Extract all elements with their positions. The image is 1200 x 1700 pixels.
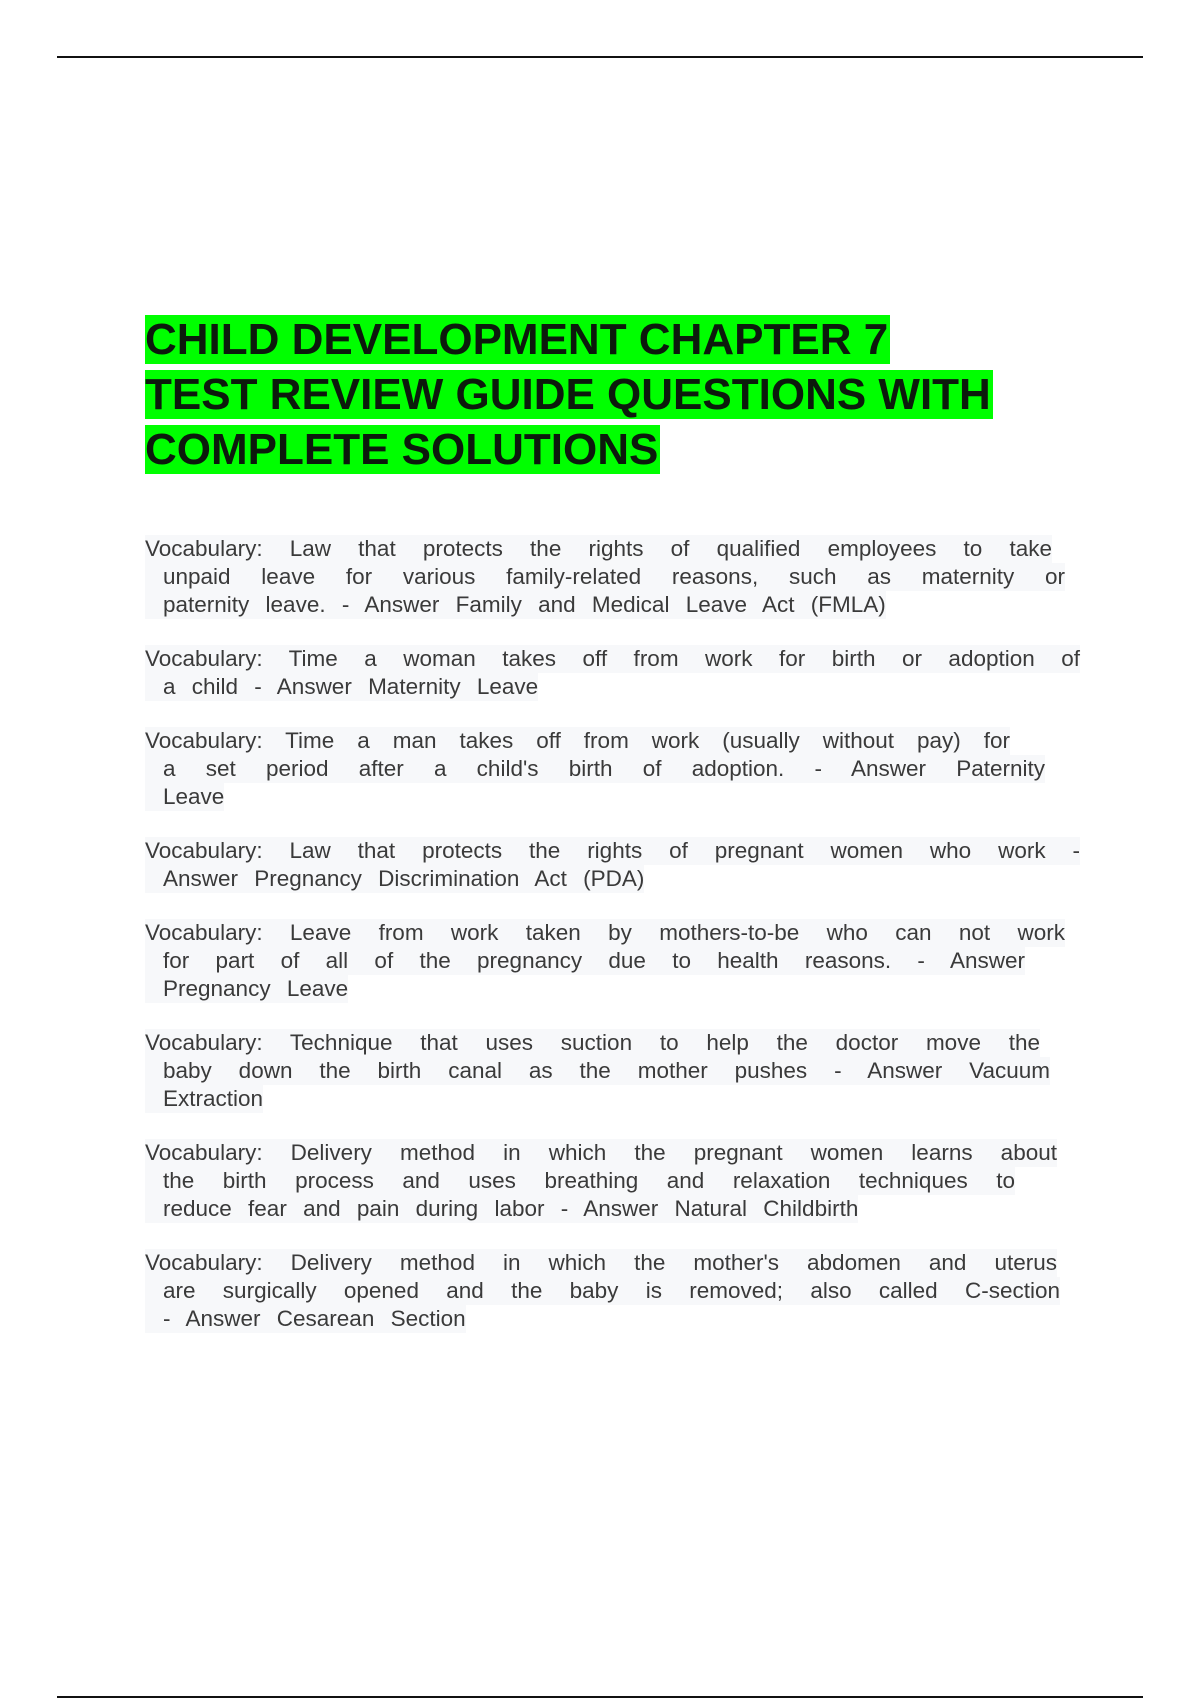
- title-line: CHILD DEVELOPMENT CHAPTER 7: [145, 315, 889, 364]
- vocabulary-entry: [145, 535, 1085, 619]
- entry-line: baby down the birth canal as the mother pushes - Answer Vacuum: [145, 1057, 1050, 1085]
- entry-line: the birth process and uses breathing and relaxation techniques to: [145, 1167, 1015, 1195]
- top-rule: [57, 56, 1143, 58]
- entry-line: for part of all of the pregnancy due to health reasons. - Answer: [145, 947, 1025, 975]
- entry-line: paternity leave. - Answer Family and Medical Leave Act (FMLA): [145, 591, 886, 619]
- title-line: TEST REVIEW GUIDE QUESTIONS WITH: [145, 370, 991, 419]
- document-title: [145, 312, 993, 477]
- entry-line: Vocabulary: Technique that uses suction to help the doctor move the: [145, 1030, 1040, 1055]
- entry-line: Vocabulary: Leave from work taken by mothers-to-be who can not work: [145, 920, 1065, 945]
- entry-line: Pregnancy Leave: [145, 975, 348, 1003]
- entry-line: reduce fear and pain during labor - Answer Natural Childbirth: [145, 1195, 858, 1223]
- bottom-rule: [57, 1696, 1143, 1698]
- entry-line: - Answer Cesarean Section: [145, 1305, 466, 1333]
- entry-line: a set period after a child's birth of adoption. - Answer Paternity: [145, 755, 1045, 783]
- entry-line: Vocabulary: Delivery method in which the mother's abdomen and uterus: [145, 1250, 1057, 1275]
- vocabulary-entry: [145, 1139, 1085, 1223]
- vocabulary-list: [145, 535, 1085, 1359]
- entry-line: Vocabulary: Time a woman takes off from work for birth or adoption of: [145, 646, 1080, 671]
- entry-line: unpaid leave for various family-related reasons, such as maternity or: [145, 563, 1065, 591]
- entry-line: Extraction: [145, 1085, 263, 1113]
- entry-line: Answer Pregnancy Discrimination Act (PDA): [145, 865, 644, 893]
- vocabulary-entry: [145, 837, 1085, 893]
- entry-line: Vocabulary: Law that protects the rights of qualified employees to take: [145, 536, 1052, 561]
- vocabulary-entry: [145, 645, 1085, 701]
- entry-line: Vocabulary: Time a man takes off from work (usually without pay) for: [145, 728, 1010, 753]
- entry-line: are surgically opened and the baby is removed; also called C-section: [145, 1277, 1060, 1305]
- vocabulary-entry: [145, 919, 1085, 1003]
- entry-line: a child - Answer Maternity Leave: [145, 673, 538, 701]
- entry-line: Vocabulary: Law that protects the rights of pregnant women who work -: [145, 838, 1080, 863]
- vocabulary-entry: [145, 1249, 1085, 1333]
- title-line: COMPLETE SOLUTIONS: [145, 425, 659, 474]
- entry-line: Vocabulary: Delivery method in which the pregnant women learns about: [145, 1140, 1057, 1165]
- vocabulary-entry: [145, 1029, 1085, 1113]
- vocabulary-entry: [145, 727, 1085, 811]
- entry-line: Leave: [145, 783, 224, 811]
